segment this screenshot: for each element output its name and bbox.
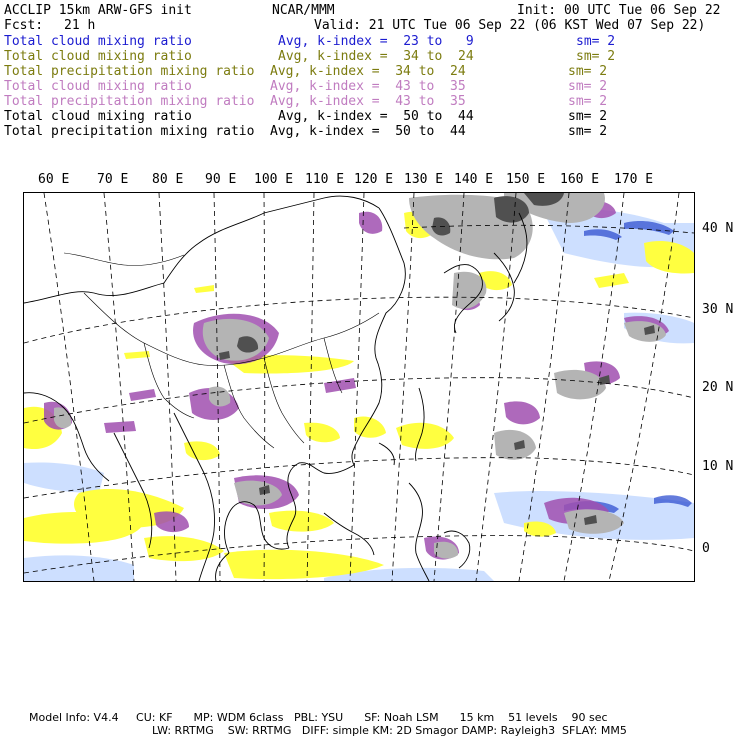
- center-label: NCAR/MMM: [272, 3, 335, 18]
- model-info-line2: LW: RRTMG SW: RRTMG DIFF: simple KM: 2D Smagor DAMP: Rayleigh3 SFLAY: MM5: [152, 724, 627, 737]
- map-canvas: [24, 193, 694, 581]
- lon-label-120e: 120 E: [354, 172, 394, 187]
- lat-label-40n: 40 N: [702, 221, 734, 236]
- lon-label-160e: 160 E: [560, 172, 600, 187]
- model-info-line1: Model Info: V4.4 CU: KF MP: WDM 6class PBL: YSU SF: Noah LSM 15 km 51 levels 90 sec: [29, 711, 608, 724]
- field-smoothing: sm= 2: [568, 109, 608, 124]
- lat-label-10n: 10 N: [702, 459, 734, 474]
- field-avg-range: Avg, k-index = 50 to 44: [270, 124, 466, 139]
- field-smoothing: sm= 2: [576, 34, 616, 49]
- field-name: Total cloud mixing ratio: [4, 49, 192, 64]
- valid-time: Valid: 21 UTC Tue 06 Sep 22 (06 KST Wed 07 Sep 22): [314, 18, 706, 33]
- lon-label-110e: 110 E: [305, 172, 345, 187]
- lon-label-60e: 60 E: [38, 172, 70, 187]
- field-name: Total cloud mixing ratio: [4, 34, 192, 49]
- map-panel: [23, 192, 695, 582]
- field-avg-range: Avg, k-index = 23 to 9: [278, 34, 474, 49]
- field-name: Total cloud mixing ratio: [4, 109, 192, 124]
- field-avg-range: Avg, k-index = 34 to 24: [270, 64, 466, 79]
- init-time: Init: 00 UTC Tue 06 Sep 22: [517, 3, 721, 18]
- lat-label-0: 0: [702, 541, 710, 556]
- field-smoothing: sm= 2: [568, 124, 608, 139]
- lon-label-90e: 90 E: [205, 172, 237, 187]
- lon-label-130e: 130 E: [404, 172, 444, 187]
- plot-title: ACCLIP 15km ARW-GFS init: [4, 3, 192, 18]
- lon-label-70e: 70 E: [97, 172, 129, 187]
- field-name: Total precipitation mixing ratio: [4, 124, 255, 139]
- field-name: Total precipitation mixing ratio: [4, 64, 255, 79]
- field-avg-range: Avg, k-index = 43 to 35: [270, 94, 466, 109]
- field-avg-range: Avg, k-index = 50 to 44: [278, 109, 474, 124]
- lon-label-140e: 140 E: [454, 172, 494, 187]
- field-smoothing: sm= 2: [576, 49, 616, 64]
- fcst-value: 21 h: [64, 18, 96, 33]
- lat-label-30n: 30 N: [702, 302, 734, 317]
- field-name: Total cloud mixing ratio: [4, 79, 192, 94]
- field-name: Total precipitation mixing ratio: [4, 94, 255, 109]
- lon-label-170e: 170 E: [614, 172, 654, 187]
- field-smoothing: sm= 2: [568, 94, 608, 109]
- lon-label-80e: 80 E: [152, 172, 184, 187]
- field-avg-range: Avg, k-index = 34 to 24: [278, 49, 474, 64]
- lat-label-20n: 20 N: [702, 380, 734, 395]
- field-smoothing: sm= 2: [568, 79, 608, 94]
- lon-label-100e: 100 E: [254, 172, 294, 187]
- field-smoothing: sm= 2: [568, 64, 608, 79]
- fcst-label: Fcst:: [4, 18, 44, 33]
- field-avg-range: Avg, k-index = 43 to 35: [270, 79, 466, 94]
- lon-label-150e: 150 E: [506, 172, 546, 187]
